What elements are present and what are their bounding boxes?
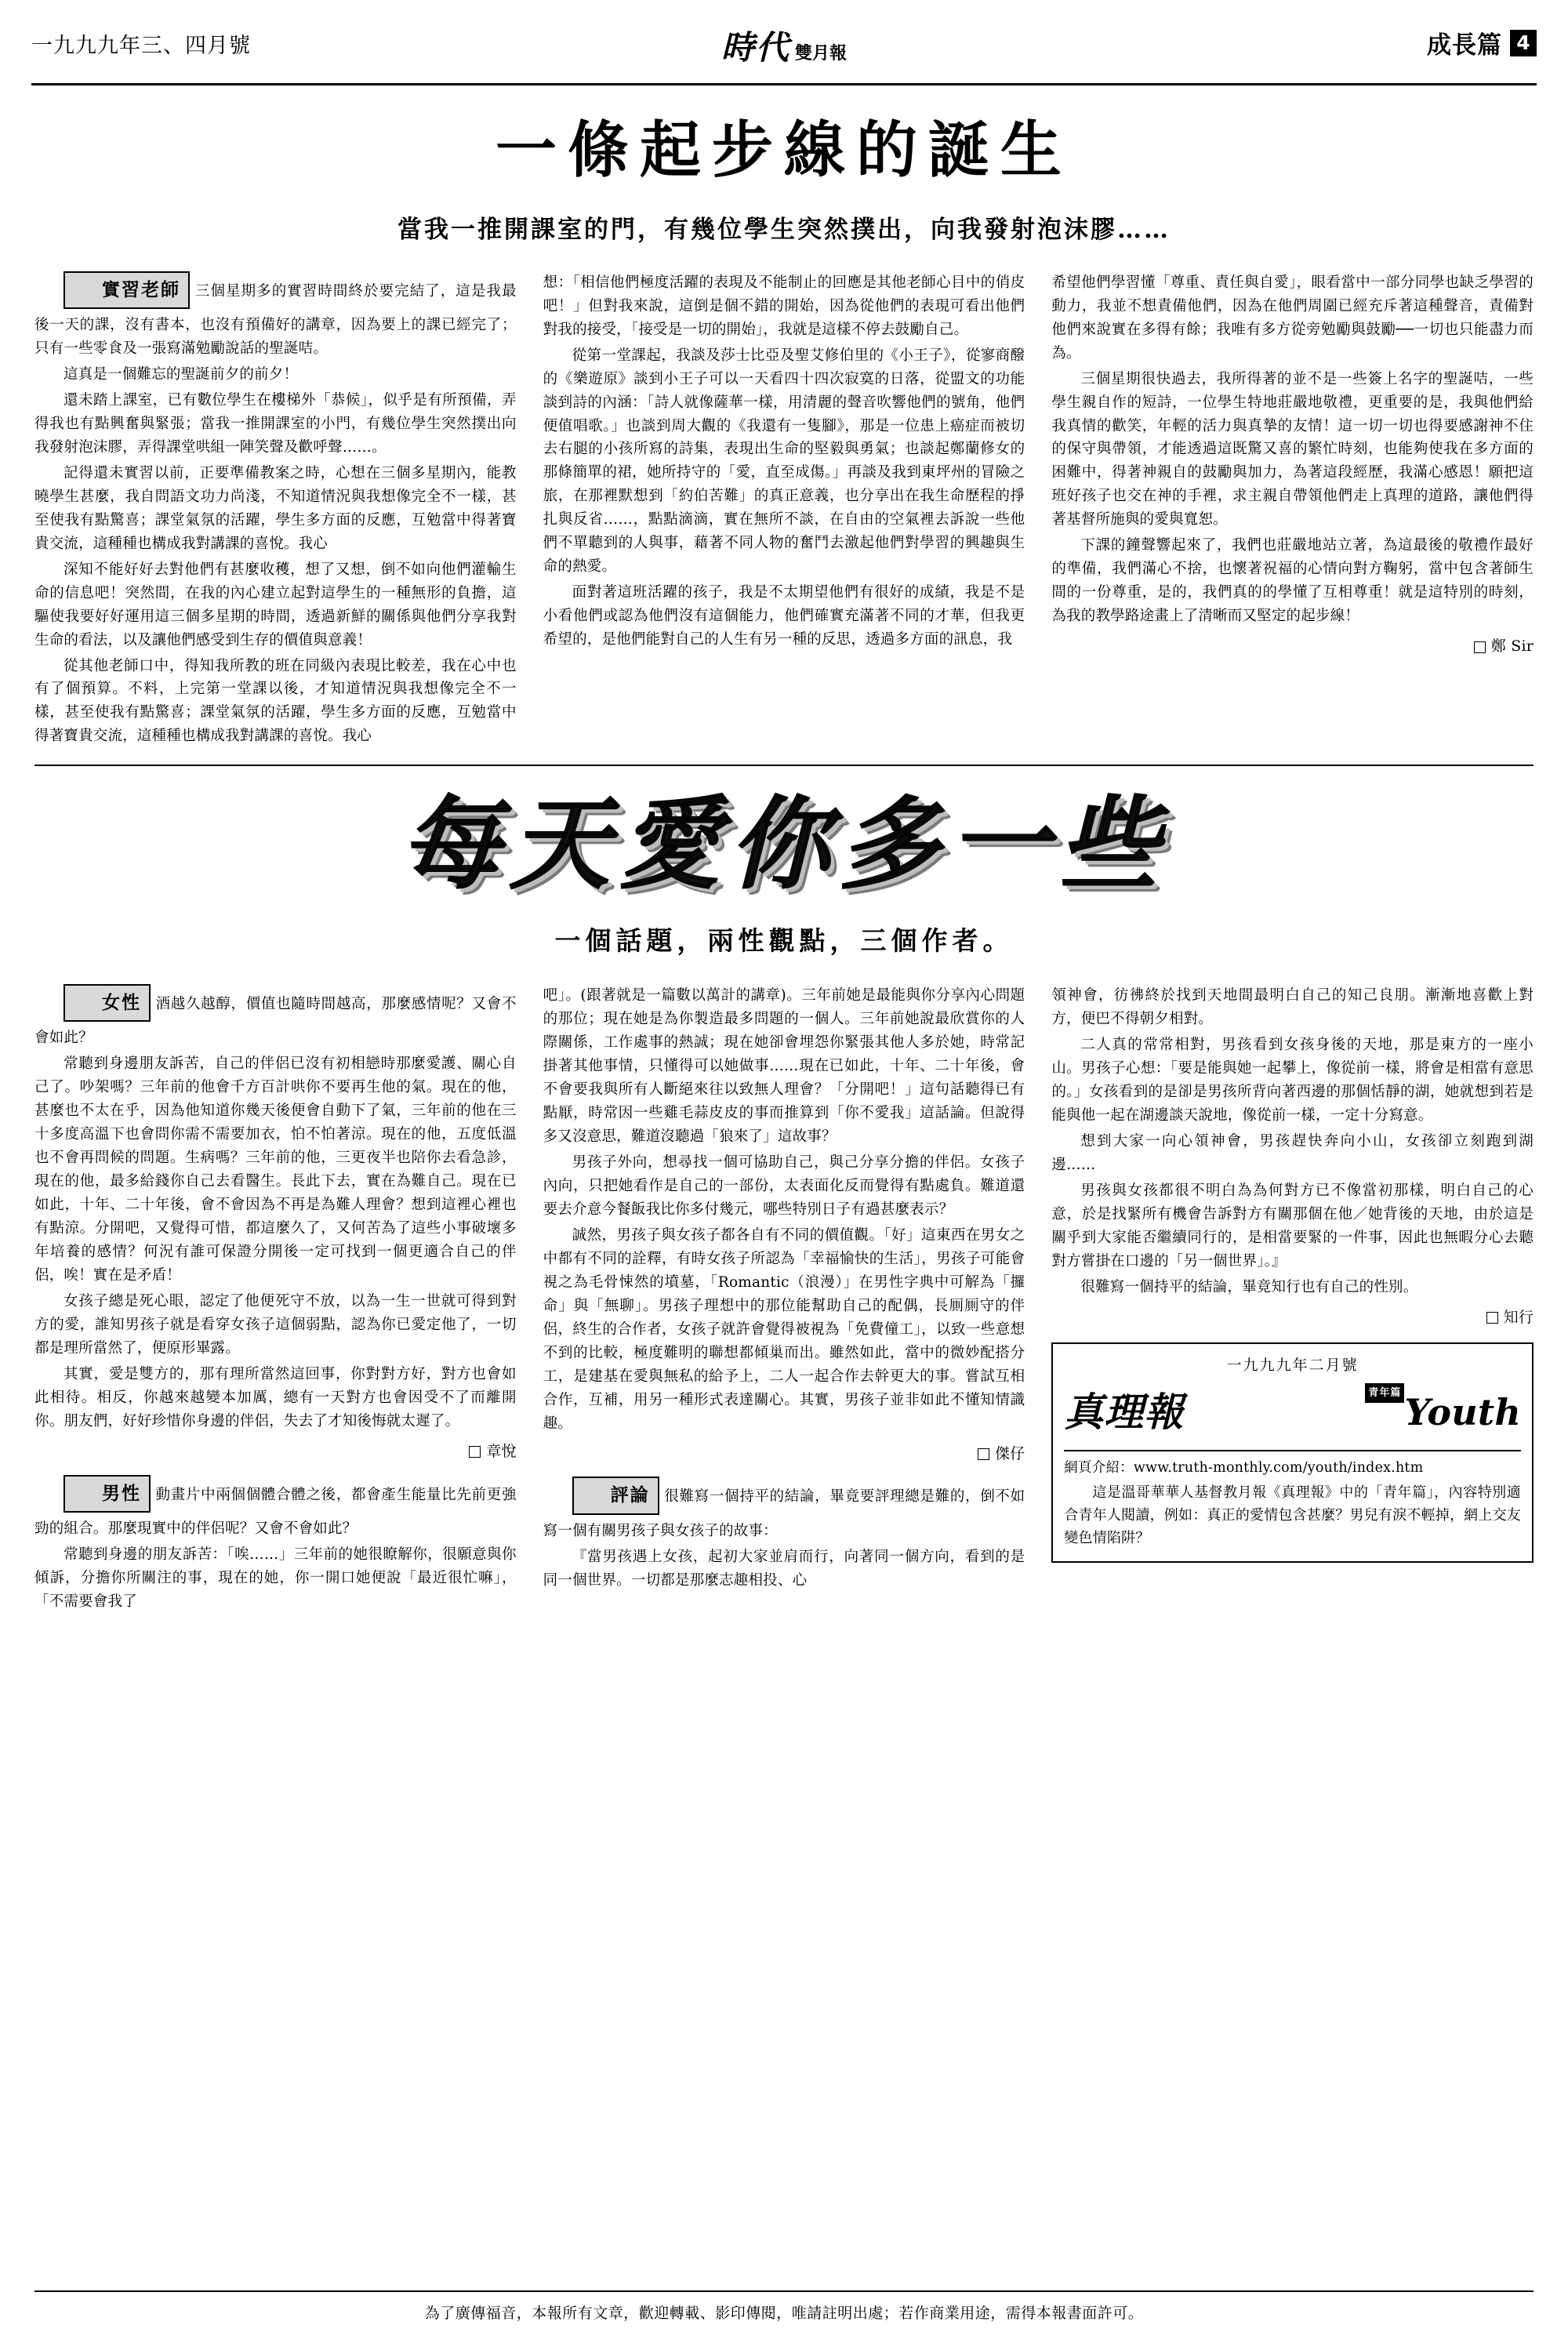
male-p1: 動畫片中兩個個體合體之後，都會產生能量比先前更強勁的組合。那麼現實中的伴侶呢？又會不會如此？ <box>34 1486 517 1537</box>
article1-p4: 記得還未實習以前，正要準備教案之時，心想在三個多星期內，能教曉學生甚麼，我自問語文功力尚淺，不知道情況與我想像完全不一樣，甚至使我有點驚喜；課堂氣氛的活躍，學生多方面的反應，互勉當中得著寶貴交流，這種種也構成我對講課的喜悅。我心 <box>34 464 517 552</box>
male-author: 傑仔 <box>994 1444 1025 1462</box>
ad-logo-row <box>1064 1380 1521 1444</box>
masthead <box>31 22 1537 85</box>
section-divider <box>34 765 1534 766</box>
ad-logo-english-text: Youth <box>1404 1390 1522 1433</box>
review-author: 知行 <box>1503 1308 1534 1326</box>
article1-columns <box>34 271 1534 751</box>
ad-date: 一九九九年二月號 <box>1226 1356 1359 1374</box>
ad-logo-chinese: 真理報 <box>1064 1389 1185 1436</box>
article2-columns <box>34 984 1534 1616</box>
ad-body-text: 這是溫哥華華人基督教月報《真理報》中的「青年篇」，內容特別適合青年人閱讀，例如：真正的愛情包含甚麼？男兒有淚不輕掉，網上交友變色情陷阱？ <box>1064 1484 1522 1547</box>
article1-column-1 <box>34 271 517 751</box>
article1-p5: 深知不能好好去對他們有甚麼收穫，想了又想，倒不如向他們灌輸生命的信息吧！突然間，在我的內心建立起對這學生的一種無形的負擔，這驅使我要好好運用這三個多星期的時間，透過新鮮的關係與他們分享我對生命的看法，以及讓他們感受到生存的價值與意義！ <box>34 561 517 648</box>
byline-marker-icon <box>469 1446 481 1458</box>
tag-male: 男性 <box>64 1475 151 1513</box>
article2-c3-p5: 很難寫一個持平的結論，畢竟知行也有自己的性別。 <box>1080 1278 1418 1295</box>
article1-author: 鄭 Sir <box>1490 638 1534 656</box>
article1-p2: 這真是一個難忘的聖誕前夕的前夕！ <box>64 365 299 383</box>
female-p2: 常聽到身邊朋友訴苦，自己的伴侶已沒有初相戀時那麼愛護、關心自己了。吵架嗎？三年前的他會千方百計哄你不要再生他的氣。現在的他，甚麼也不太在乎，因為他知道你幾天後便會自動下了氣，三年前的他在三十多度高溫下也會問你需不需要加衣，怕不怕著涼。現在的他，五度低溫也不會再問候的問題。生病嗎？三年前的他，三更夜半也陪你去看急診，現在的他，最多給錢你自己去看醫生。長此下去，實在為難自己。現在已如此，十年、二十年後，會不會因為不再是為難人理會？想到這裡心裡也有點涼。分開吧，又覺得可惜，都這麼久了，又何苦為了這些小事破壞多年培養的感情？何況有誰可保證分開後一定可找到一個更適合自己的伴侶，唉！實在是矛盾！ <box>34 1055 517 1284</box>
footer-text: 為了廣傳福音，本報所有文章，歡迎轉載、影印傳閱，唯請註明出處；若作商業用途，需得本報書面許可。 <box>424 2305 1144 2322</box>
page-footer <box>34 2290 1534 2323</box>
issue-date: 一九九九年三、四月號 <box>31 34 251 58</box>
byline-marker-icon <box>1486 1312 1498 1324</box>
article2-c2-p2: 男孩子外向，想尋找一個可協助自己，與己分享分擔的伴侶。女孩子內向，只把她看作是自己的一部份，太表面化反而覺得有點處負。難道還要去介意今餐飯我比你多付幾元，哪些特別日子有過甚麼表示？ <box>543 1153 1025 1218</box>
article1-p1: 三個星期多的實習時間終於要完結了，這是我最後一天的課，沒有書本，也沒有預備好的講章，因為要上的課已經完了；只有一些零食及一張寫滿勉勵說話的聖誕咭。 <box>34 282 517 357</box>
review-p2: 『當男孩遇上女孩，起初大家並肩而行，向著同一個方向，看到的是同一個世界。一切都是那麼志趣相投、心 <box>543 1548 1025 1589</box>
article2-c3-p2: 二人真的常常相對，男孩看到女孩身後的天地，那是東方的一座小山。男孩子心想：「要是能與她一起攀上，像從前一樣，將會是相當有意思的。」女孩看到的是卻是男孩所背向著西邊的那個恬靜的湖，她就想到若是能與他一起在湖邊談天說地，像從前一樣，一定十分寫意。 <box>1051 1037 1534 1124</box>
review-p1: 很難寫一個持平的結論，畢竟要評理總是難的，倒不如寫一個有關男孩子與女孩子的故事： <box>543 1488 1025 1539</box>
article2-c2-p3: 誠然，男孩子與女孩子都各自有不同的價值觀。「好」這東西在男女之中都有不同的詮釋，有時女孩子所認為「幸福愉快的生活」，男孩子可能會視之為毛骨悚然的墳墓，「Romantic（浪漫）」在男性字典中可解為「攞命」與「無聊」。男孩子理想中的那位能幫助自己的配偶，長厠厠守的伴侶，終生的合作者，女孩子就許會覺得被視為「免費僮工」，以致一些意想不到的比較，極度難明的聯想都傾巢而出。雖然如此，當中的微妙配搭分工，是建基在愛與無私的給予上，二人一起合作去幹更大的事。嘗試互相合作，互補，用另一種形式表達關心。其實，男孩子並非如此不懂知情識趣。 <box>543 1226 1025 1432</box>
article2-column-1 <box>34 984 517 1616</box>
male-tag-paragraph <box>34 1475 517 1541</box>
article2-c3-p3: 想到大家一向心領神會，男孩趕快奔向小山，女孩卻立刻跑到湖邊…… <box>1051 1132 1534 1173</box>
article1-p6: 從其他老師口中，得知我所教的班在同級內表現比較差，我在心中也有了個預算。不料，上完第一堂課以後，才知道情況與我想像完全不一樣，甚至使我有點驚喜；課堂氣氛的活躍，學生多方面的反應，互勉當中得著寶貴交流，這種種也構成我對講課的喜悅。我心 <box>34 657 517 745</box>
female-tag-paragraph <box>34 984 517 1050</box>
article2-column-2 <box>543 984 1025 1594</box>
article1-headline: 一條起步線的誕生 <box>495 114 1073 186</box>
article2-column-3 <box>1051 984 1534 1563</box>
female-byline <box>34 1440 517 1464</box>
female-p1: 酒越久越醇，價值也隨時間越高，那麼感情呢？又會不會如此？ <box>34 996 517 1047</box>
article2-c3-p1: 領神會，彷彿終於找到天地間最明白自己的知己良朋。漸漸地喜歡上對方，便巴不得朝夕相對。 <box>1051 987 1534 1028</box>
review-byline <box>1051 1306 1534 1330</box>
ad-url-line <box>1064 1450 1521 1479</box>
publication-title: 時代 <box>720 28 790 67</box>
tag-intern-teacher: 實習老師 <box>64 271 190 309</box>
newspaper-page <box>0 22 1568 2343</box>
review-tag-paragraph <box>543 1477 1025 1542</box>
article2-subtitle: 一個話題，兩性觀點，三個作者。 <box>554 925 1014 957</box>
male-p2: 常聽到身邊的朋友訴苦：「唉……」三年前的她很瞭解你，很願意與你傾訴，分擔你所關注的事，現在的她，你一開口她便說「最近很忙嘛」，「不需要會我了 <box>34 1546 517 1610</box>
article1-c3-p1: 希望他們學習懂「尊重、責任與自愛」，眼看當中一部分同學也缺乏學習的動力，我並不想責備他們，因為在他們周圍已經充斥著這種聲音，責備對他們來說實在多得有餘；我唯有多方從旁勉勵與鼓勵──一切也只能盡力而為。 <box>1051 274 1534 361</box>
byline-marker-icon <box>978 1448 989 1460</box>
publication-subtitle: 雙月報 <box>795 43 848 64</box>
section-label: 成長篇 <box>1427 31 1502 60</box>
female-author: 章悅 <box>486 1442 517 1460</box>
article1-c3-p2: 三個星期很快過去，我所得著的並不是一些簽上名字的聖誕咭，一些學生親自作的短詩，一位學生特地莊嚴地敬禮，更重要的是，我與他們給我真情的歡笑，年輕的活力與真摯的友情！這一切一切也得要感謝神不住的保守與帶領，才能透過這既驚又喜的繁忙時刻，也能夠使我在多方面的困難中，得著神親自的鼓勵與加力，為著這段經歷，我滿心感恩！願把這班好孩子也交在神的手裡，求主親自帶領他們走上真理的道路，讓他們得著基督所施與的愛與寬恕。 <box>1051 370 1534 529</box>
publication-logo <box>721 22 847 69</box>
article1-c3-p3: 下課的鐘聲響起來了，我們也莊嚴地站立著，為這最後的敬禮作最好的準備，我們滿心不捨，也懷著祝福的心情向對方鞠躬，當中包含著師生間的一份尊重，是的，我們真的的學懂了互相尊重！就是這特別的時刻，為我的教學路途畫上了清晰而又堅定的起步線！ <box>1051 537 1534 625</box>
ad-logo-badge: 青年篇 <box>1365 1383 1404 1403</box>
ad-logo-english <box>1365 1383 1521 1442</box>
article1-tag-paragraph <box>34 271 517 361</box>
female-p4: 其實，愛是雙方的，那有理所當然這回事，你對對方好，對方也會如此相待。相反，你越來越變本加厲，總有一天對方也會因受不了而離開你。朋友們，好好珍惜你身邊的伴侶，失去了才知後悔就太遲了。 <box>34 1365 517 1429</box>
ad-url[interactable]: www.truth-monthly.com/youth/index.htm <box>1133 1460 1424 1477</box>
byline-marker-icon <box>1474 641 1486 653</box>
advertisement-box[interactable] <box>1051 1342 1534 1563</box>
male-byline <box>543 1442 1025 1466</box>
article1-c2-p3: 面對著這班活躍的孩子，我是不太期望他們有很好的成績，我是不是小看他們或認為他們沒有這個能力，他們確實充滿著不同的才華，但我更希望的，是他們能對自己的人生有另一種的反思，透過多方面的訊息，我 <box>543 584 1025 648</box>
article2-title-block <box>0 786 1568 904</box>
tag-female: 女性 <box>64 984 151 1022</box>
article2-bigtitle: 每天愛你多一些 <box>399 786 1168 904</box>
article1-c2-p2: 從第一堂課起，我談及莎士比亞及聖艾修伯里的《小王子》，從寥商醱的《樂遊原》談到小王子可以一天看四十四次寂寞的日落，從盟文的功能談到詩的內涵：「詩人就像薩華一樣，用清麗的聲音吹響他們的號角，他們便值唱歌。」也談到周大觀的《我還有一隻腳》，那是一位患上癌症而被切去右腿的小孩所寫的詩集，表現出生命的堅毅與勇氣；也談起鄭蘭修女的那條簡單的裙，她所持守的「愛，直至成傷。」再談及我到東坪州的冒險之旅，在那裡默想到「約伯苦難」的真正意義，也分享出在我生命歷程的掙扎與反省……，點點滴滴，實在無所不談，在自由的空氣裡去訴說一些他們不單聽到的人與事，藉著不同人物的奮鬥去激起他們對學習的興趣與生命的熱愛。 <box>543 347 1025 576</box>
article1-byline <box>1051 634 1534 659</box>
article2-c3-p4: 男孩與女孩都很不明白為為何對方已不像當初那樣，明白自己的心意，於是找緊所有機會告訴對方有關那個在他／她背後的天地，由於這是關乎到大家能否繼續同行的，是相當要緊的一件事，因此也無暇分心去聽對方嘗掛在口邊的「另一個世界」。』 <box>1051 1182 1534 1270</box>
ad-url-label: 網頁介紹： <box>1064 1460 1134 1477</box>
page-number: 4 <box>1510 30 1537 56</box>
tag-review: 評論 <box>572 1477 659 1514</box>
article1-column-2 <box>543 271 1025 751</box>
article1-p3: 還未踏上課室，已有數位學生在樓梯外「恭候」，似乎是有所預備，弄得我也有點興奮與緊張；當我一推開課室的小門，有幾位學生突然撲出向我發射泡沫膠，弄得課堂哄組一陣笑聲及歡呼聲……。 <box>34 391 517 456</box>
section-indicator <box>1427 25 1537 60</box>
article1-c2-p1: 想：「相信他們極度活躍的表現及不能制止的回應是其他老師心目中的俏皮吧！」但對我來說，這倒是個不錯的開始，因為從他們的表現可看出他們對我的接受，「接受是一切的開始」，我就是這樣不停去鼓勵自己。 <box>543 274 1025 338</box>
female-p3: 女孩子總是死心眼，認定了他便死守不放，以為一生一世就可得到對方的愛，誰知男孩子就是看穿女孩子這個弱點，認為你已愛定他了，一切都是理所當然了，便原形畢露。 <box>34 1293 517 1357</box>
article1-column-3 <box>1051 271 1534 751</box>
article1-subhead: 當我一推開課室的門，有幾位學生突然撲出，向我發射泡沫膠…… <box>397 215 1171 244</box>
article2-c2-p1: 吧」。(跟著就是一篇數以萬計的講章)。三年前她是最能與你分享內心問題的那位；現在她是為你製造最多問題的一個人。三年前她說最欣賞你的人際關係，工作處事的熱誠；現在她卻會埋怨你緊張其他人多於她，時常記掛著其他事情，只懂得可以她做事……現在已如此，十年、二十年後，會不會要我與所有人斷絕來往以致無人理會？「分開吧！」這句話聽得已有點厭，時常因一些雞毛蒜皮皮的事而推算到「你不愛我」這話論。但說得多又沒意思，難道沒聽過「狼來了」這故事？ <box>543 987 1025 1145</box>
